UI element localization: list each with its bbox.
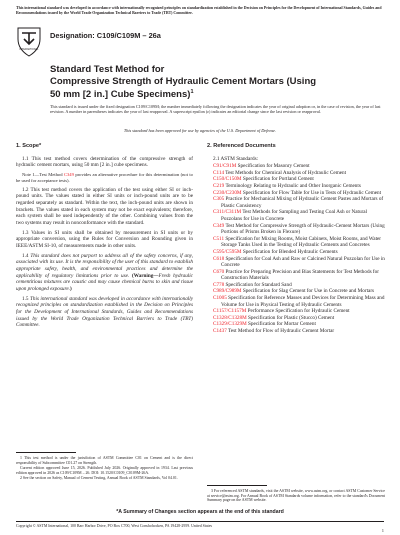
- footnote-3: 3 For referenced ASTM standards, visit the ASTM website, www.astm.org, or contact ASTM Customer Service at service@astm.org. For Annual Book of ASTM Standards volume information, refer to the standard's Document Summary page on the ASTM website.: [207, 489, 385, 503]
- standard-title: Specification for Mixing Rooms, Moist Cabinets, Moist Rooms, and Water Storage Tanks Used in the Testing of Hydraulic Cements and Concretes: [221, 235, 382, 249]
- footnote-divider: [207, 485, 267, 486]
- standard-code-link[interactable]: C618: [213, 255, 225, 262]
- section-number: 1.5: [22, 295, 29, 302]
- standard-title: Specification for Portland Cement: [241, 176, 314, 183]
- standard-item: [213, 209, 385, 222]
- astm-standards-subheading: 2.1 ASTM Standards:: [213, 155, 259, 162]
- astm-logo: [16, 27, 42, 57]
- section-text: This test method covers the application of the test using either SI or inch-pound units. The values stated in either SI units or inch-pound units are to be regarded separately as standard. Within the text, the inch-pound units are shown in brackets. The values stated in each system may not be exact equivalents; therefore, each system shall be used independently of the other. Combining values from the two systems may result in nonconformance with the standard.: [16, 186, 194, 226]
- standard-title: Practice for Preparing Precision and Bias Statements for Test Methods for Construction Materials: [221, 268, 379, 282]
- note-text: Note 1—Test Method: [22, 172, 64, 178]
- standard-item: [213, 308, 385, 315]
- section-number: 1.4: [22, 252, 29, 259]
- standard-title: Terminology Relating to Hydraulic and Other Inorganic Cements: [224, 182, 361, 189]
- section-number: 1.1: [22, 155, 29, 162]
- section-number: 1.2: [22, 186, 29, 193]
- standard-title: Test Methods for Chemical Analysis of Hydraulic Cement: [224, 169, 347, 176]
- document-title: [50, 64, 350, 101]
- left-column: [16, 143, 193, 332]
- standard-title: Specification for Blended Hydraulic Cements: [241, 248, 338, 255]
- section-1-4: [16, 253, 193, 293]
- section-text: Values in SI units shall be obtained by measurement in SI units or by appropriate conversion, using the Rules for Conversion and Rounding given in IEEE/ASTM SI-10, of measurements made in other units.: [16, 229, 193, 249]
- standard-title: Specification for Reference Masses and Devices for Determining Mass and Volume for Use in Physical Testing of Hydraulic Cements: [221, 295, 385, 308]
- standard-code-link[interactable]: C595/C595M: [213, 248, 242, 255]
- section-1-3: [16, 230, 193, 250]
- standard-item: [213, 269, 385, 282]
- dod-approval-note: This standard has been approved for use by agencies of the U.S. Department of Defense.: [123, 128, 277, 133]
- page-number: 1: [381, 528, 384, 533]
- standard-title: Specification for Coal Ash and Raw or Calcined Natural Pozzolan for Use in Concrete: [221, 255, 385, 269]
- standard-item: [213, 295, 385, 308]
- standard-item: [213, 249, 385, 256]
- footnote-edition: Current edition approved June 15, 2026. Published July 2026. Originally approved in 1934. Last previous edition approved in 2026 as C109/C109M – 26. DOI: 10.1520/C0109_C0109M-26A.: [16, 466, 193, 475]
- standard-code-link[interactable]: C349: [213, 222, 225, 229]
- standard-title: Specification for Plastic (Stucco) Cement: [246, 314, 335, 321]
- warning-text: Fresh hydraulic cementitious mixtures are caustic and may cause chemical burns to skin and tissue upon prolonged exposure.: [16, 272, 193, 292]
- title-line-3: 50 mm [2 in.] Cube Specimens): [50, 89, 191, 101]
- scope-heading: 1. Scope*: [16, 143, 42, 149]
- footnote-divider: [16, 452, 76, 453]
- warning-label: (Warning—: [131, 272, 159, 279]
- section-1-1: [16, 156, 193, 169]
- standard-item: [213, 256, 385, 269]
- issuance-note: This standard is issued under the fixed designation C109/C109M; the number immediately following the designation indicates the year of original adoption or, in the case of revision, the year of last revision. A number in parentheses indicates the year of last reapproval. A superscript epsilon (ε) indicates an editorial change since the last revision or reapproval.: [50, 104, 381, 115]
- standard-title: Specification for Mortar Cement: [246, 321, 316, 328]
- standard-code-link[interactable]: C311/C311M: [213, 209, 242, 216]
- standard-code-link[interactable]: C305: [213, 196, 225, 203]
- footnote-1: 1 This test method is under the jurisdiction of ASTM Committee C01 on Cement and is the direct responsibility of Subcommittee C01.27 on Strength.: [16, 456, 193, 465]
- standards-list: [207, 163, 385, 334]
- safety-text: This standard does not purport to address all of the safety concerns, if any, associated with its use. It is the responsibility of the user of this standard to establish appropriate safety, health, and environmental practices and determine the applicability of regulatory limitations prior to use.: [16, 252, 193, 279]
- standard-code-link[interactable]: C219: [213, 182, 225, 189]
- standard-item: [213, 236, 385, 249]
- warning-close: ): [69, 285, 72, 292]
- title-line-1: Standard Test Method for: [50, 64, 165, 75]
- right-column: [207, 143, 385, 335]
- standard-title: Specification for Masonry Cement: [236, 163, 310, 170]
- standard-title: Test Method for Compressive Strength of Hydraulic-Cement Mortars (Using Portions of Prisms Broken in Flexure): [221, 222, 385, 236]
- standard-code-link[interactable]: C989/C989M: [213, 288, 242, 295]
- copyright-line: Copyright © ASTM International, 100 Barr Harbor Drive, PO Box C700, West Conshohocken, PA 19428-2959. United States: [16, 521, 384, 529]
- note-text: provides an alternative procedure for this determination (not to be used for acceptance tests).: [16, 172, 193, 183]
- standard-code-link[interactable]: C778: [213, 281, 225, 288]
- standard-item: [213, 328, 385, 335]
- standard-item: [213, 183, 385, 190]
- standard-item: [213, 163, 385, 170]
- standard-code-link[interactable]: C1005: [213, 295, 227, 302]
- standard-title: Specification for Slag Cement for Use in Concrete and Mortars: [241, 288, 375, 295]
- logo-text: INTERNATIONAL: [19, 48, 39, 51]
- standard-title: Specification for Flow Table for Use in Tests of Hydraulic Cement: [241, 189, 382, 196]
- standard-code-link[interactable]: C1329/C1329M: [213, 321, 247, 328]
- section-1-5: [16, 296, 193, 329]
- standard-item: [213, 223, 385, 236]
- summary-of-changes-note: *A Summary of Changes section appears at the end of this standard: [116, 509, 284, 515]
- c349-link[interactable]: C349: [63, 172, 74, 178]
- standard-title: Test Methods for Sampling and Testing Coal Ash or Natural Pozzolans for Use in Concrete: [221, 209, 368, 222]
- tbt-notice: This international standard was developed in accordance with internationally recognized principles on standardization established in the Decision on Principles for the Development of International Standards, Guides and Recommendations issued by the World Trade Organization Technical Barriers to Trade (TBT) Committee.: [16, 6, 382, 15]
- section-1-2: [16, 187, 193, 227]
- standard-code-link[interactable]: C670: [213, 268, 225, 275]
- section-number: 1.3: [22, 229, 29, 236]
- note-1: [16, 172, 193, 183]
- standard-code-link[interactable]: C230/C230M: [213, 189, 242, 196]
- standard-code-link[interactable]: C1328/C1328M: [213, 314, 247, 321]
- designation: Designation: C109/C109M – 26a: [50, 31, 161, 40]
- footnotes-left: [16, 456, 193, 482]
- standard-code-link[interactable]: C511: [213, 235, 225, 242]
- standard-title: Performance Specification for Hydraulic Cement: [246, 308, 350, 315]
- standard-code-link[interactable]: C1437: [213, 328, 227, 335]
- standard-item: [213, 176, 385, 183]
- standard-code-link[interactable]: C114: [213, 169, 225, 176]
- title-line-2: Compressive Strength of Hydraulic Cement Mortars (Using: [50, 75, 317, 87]
- section-text: This test method covers determination of the compressive strength of hydraulic cement mortars, using 50 mm [2 in.] cube specimens.: [16, 155, 193, 169]
- standard-code-link[interactable]: C91/C91M: [213, 163, 237, 170]
- standard-item: [213, 196, 385, 209]
- standard-title: Test Method for Flow of Hydraulic Cement Mortar: [226, 328, 335, 335]
- standard-code-link[interactable]: C150/C150M: [213, 176, 242, 183]
- standard-title: Practice for Mechanical Mixing of Hydraulic Cement Pastes and Mortars of Plastic Consistency: [221, 196, 384, 209]
- footnote-2: 2 See the section on Safety, Manual of Cement Testing, Annual Book of ASTM Standards, Vol 04.01.: [20, 476, 178, 481]
- standard-code-link[interactable]: C1157/C1157M: [213, 308, 247, 315]
- standard-title: Specification for Standard Sand: [224, 281, 292, 288]
- referenced-documents-heading: 2. Referenced Documents: [207, 143, 276, 149]
- section-text: This international standard was developed in accordance with internationally recognized principles on standardization established in the Decision on Principles for the Development of International Standards, Guides and Recommendations issued by the World Trade Organization Technical Barriers to Trade (TBT) Committee.: [16, 295, 193, 329]
- title-footnote-mark: 1: [190, 89, 194, 95]
